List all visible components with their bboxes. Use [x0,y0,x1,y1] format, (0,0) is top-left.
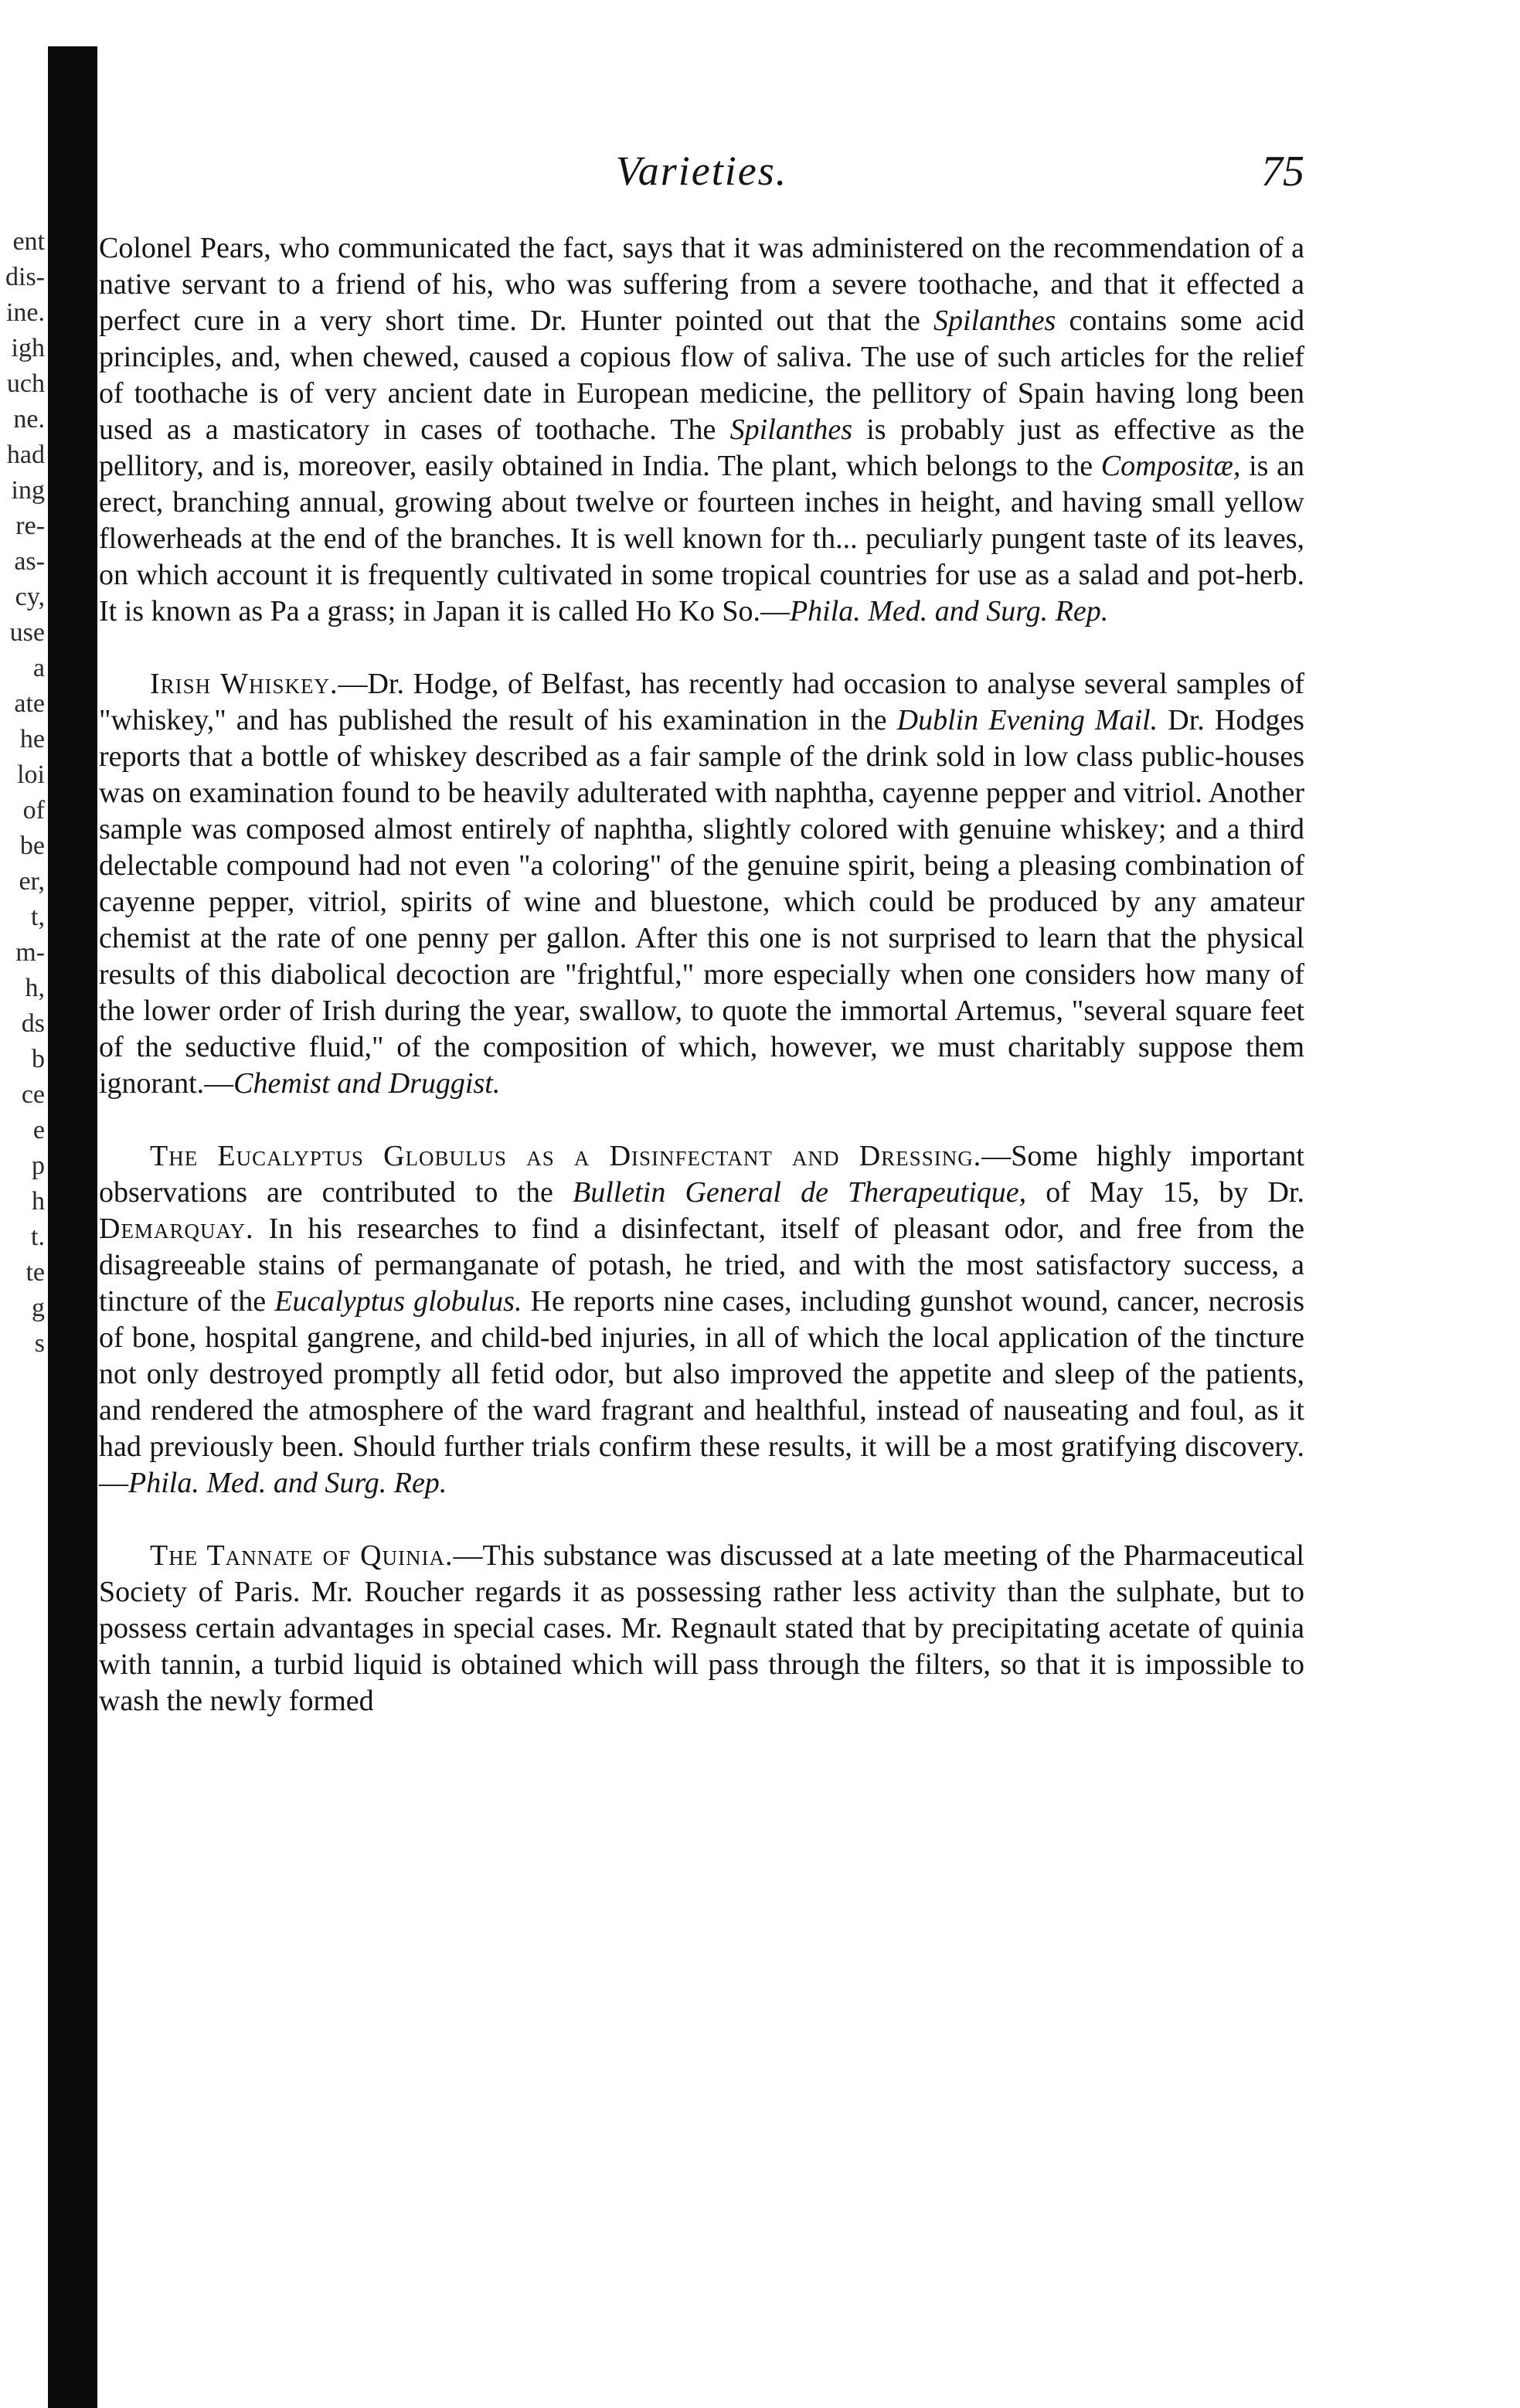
binding-shadow [48,46,97,2408]
plant-name: Spilanthes [729,413,852,446]
margin-fragment: t. [31,1223,45,1251]
plant-name: Spilanthes [933,304,1056,337]
margin-fragment: use [9,618,45,647]
journal-title: Bulletin General de Therapeutique, [573,1176,1027,1209]
entry-text: —Some highly important observations are contributed to the [99,1140,1304,1209]
entry-text: —This substance was discussed at a late meeting of the Pharmaceutical Society of Paris. Mr. Roucher regards it as possessing rather less activity than the sulphate, but to possess certain advantages in special cases. Mr. Regnault stated that by precipitating acetate of quinia with tannin, a turbid liquid is obtained which will pass through the filters, so that it is impossible to wash the newly formed [99,1539,1304,1717]
author-name: Demarquay. [99,1213,254,1245]
page-number: 75 [1261,148,1304,196]
margin-fragment: ing [11,476,45,505]
entry-heading: Irish Whiskey. [150,668,338,700]
margin-fragment: g [32,1294,45,1322]
paragraph-gap [99,1502,1304,1538]
entry-text: of May 15, by Dr. [1026,1176,1304,1209]
margin-fragment: ne. [13,405,45,434]
margin-fragment: dis- [5,263,45,291]
running-head-title: Varieties. [615,148,788,194]
entry-text: Dr. Hodges reports that a bottle of whiskey described as a fair sample of the drink sold in low class public-houses was on examination found to be heavily adulterated with naphtha, cayenne pepper and vitriol. Another sample was composed almost entirely of naphtha, slightly colored with genuine whiskey; and a third delectable compound had not even "a coloring" of the genuine spirit, being a pleasing combination of cayenne pepper, vitriol, spirits of wine and bluestone, which could be produced by any amateur chemist at the rate of one penny per gallon. After this one is not surprised to learn that the physical results of this diabolical decoction are "frightful," more especially when one considers how many of the lower order of Irish during the year, swallow, to quote the immortal Artemus, "several square feet of the seductive fluid," of the composition of which, however, we must charitably suppose them ignorant.— [99,704,1304,1100]
page-body [99,230,1304,1719]
source-citation: Chemist and Druggist. [233,1067,501,1100]
margin-fragment: igh [11,334,45,362]
entry-text: He reports nine cases, including gunshot wound, cancer, necrosis of bone, hospital gangrene, and child-bed injuries, in all of which the local application of the tincture not only destroyed promptly all fetid odor, but also improved the appetite and sleep of the patients, and rendered the atmosphere of the ward fragrant and healthful, instead of nauseating and foul, as it had previously been. Should further trials confirm these results, it will be a most gratifying discovery.— [99,1285,1305,1499]
margin-fragment: ate [14,689,45,718]
margin-fragment: ce [21,1080,45,1109]
entry-text: is an erect, branching annual, growing about twelve or fourteen inches in height, and having small yellow flowerheads at the end of the branches. It is well known for th... peculiarly pungent taste of its leaves, on which account it is frequently cultivated in some tropical countries for use as a salad and pot-herb. It is known as Pa a grass; in Japan it is called Ho Ko So.— [99,450,1305,628]
entry-text: is probably just as effective as the pellitory, and is, moreover, easily obtained in India. The plant, which belongs to the [99,413,1304,482]
margin-fragment: er, [19,867,45,896]
entry-irish-whiskey [99,666,1304,1102]
paragraph-gap [99,630,1304,666]
margin-fragment: as- [14,547,45,576]
margin-fragment: re- [15,512,45,540]
source-citation: Phila. Med. and Surg. Rep. [128,1467,447,1499]
margin-fragment: he [19,725,45,753]
margin-fragment: cy, [15,583,45,611]
margin-fragment: te [26,1258,45,1287]
entry-text: —Dr. Hodge, of Belfast, has recently had occasion to analyse several samples of "whiskey," and has published the result of his examination in the [99,668,1304,736]
margin-fragment: h [32,1187,45,1216]
margin-fragment: t, [31,903,45,931]
entry-spilanthes [99,230,1304,630]
species-name: Eucalyptus globulus. [274,1285,522,1318]
margin-fragment: uch [6,369,45,398]
entry-tannate-quinia [99,1538,1304,1719]
margin-fragment: be [19,832,45,860]
source-citation: Phila. Med. and Surg. Rep. [789,595,1109,628]
margin-fragment: e [32,1116,45,1144]
margin-fragment: loi [17,760,45,789]
running-head [99,147,1304,209]
margin-fragment: ent [12,227,45,256]
entry-heading: The Tannate of Quinia. [150,1539,454,1572]
margin-fragment: a [32,654,45,682]
margin-fragment: b [32,1045,45,1073]
facing-page-margin [0,224,48,2156]
margin-fragment: m- [15,938,45,967]
margin-fragment: had [6,440,45,469]
margin-fragment: h, [25,974,45,1002]
entry-text: In his researches to find a disinfectant, itself of pleasant odor, and free from the disagreeable stains of permanganate of potash, he tried, and with the most satisfactory success, a tincture of the [99,1213,1304,1318]
margin-fragment: ds [21,1009,45,1038]
entry-eucalyptus [99,1138,1304,1502]
newspaper-title: Dublin Evening Mail. [896,704,1158,736]
entry-text: Colonel Pears, who communicated the fact, says that it was administered on the recommendation of a native servant to a friend of his, who was suffering from a severe toothache, and that it effected a perfect cure in a very short time. Dr. Hunter pointed out that the [99,232,1304,337]
margin-fragment: p [32,1151,45,1180]
family-name: Compositæ, [1100,450,1241,482]
entry-heading: The Eucalyptus Globulus as a Disinfectant and Dressing. [150,1140,982,1172]
margin-fragment: ine. [5,298,45,327]
margin-fragment: s [34,1329,45,1358]
margin-fragment: of [22,796,45,825]
paragraph-gap [99,1102,1304,1138]
entry-text: contains some acid principles, and, when chewed, caused a copious flow of saliva. The use of such articles for the relief of toothache is of very ancient date in European medicine, the pellitory of Spain having long been used as a masticatory in cases of toothache. The [99,304,1304,446]
